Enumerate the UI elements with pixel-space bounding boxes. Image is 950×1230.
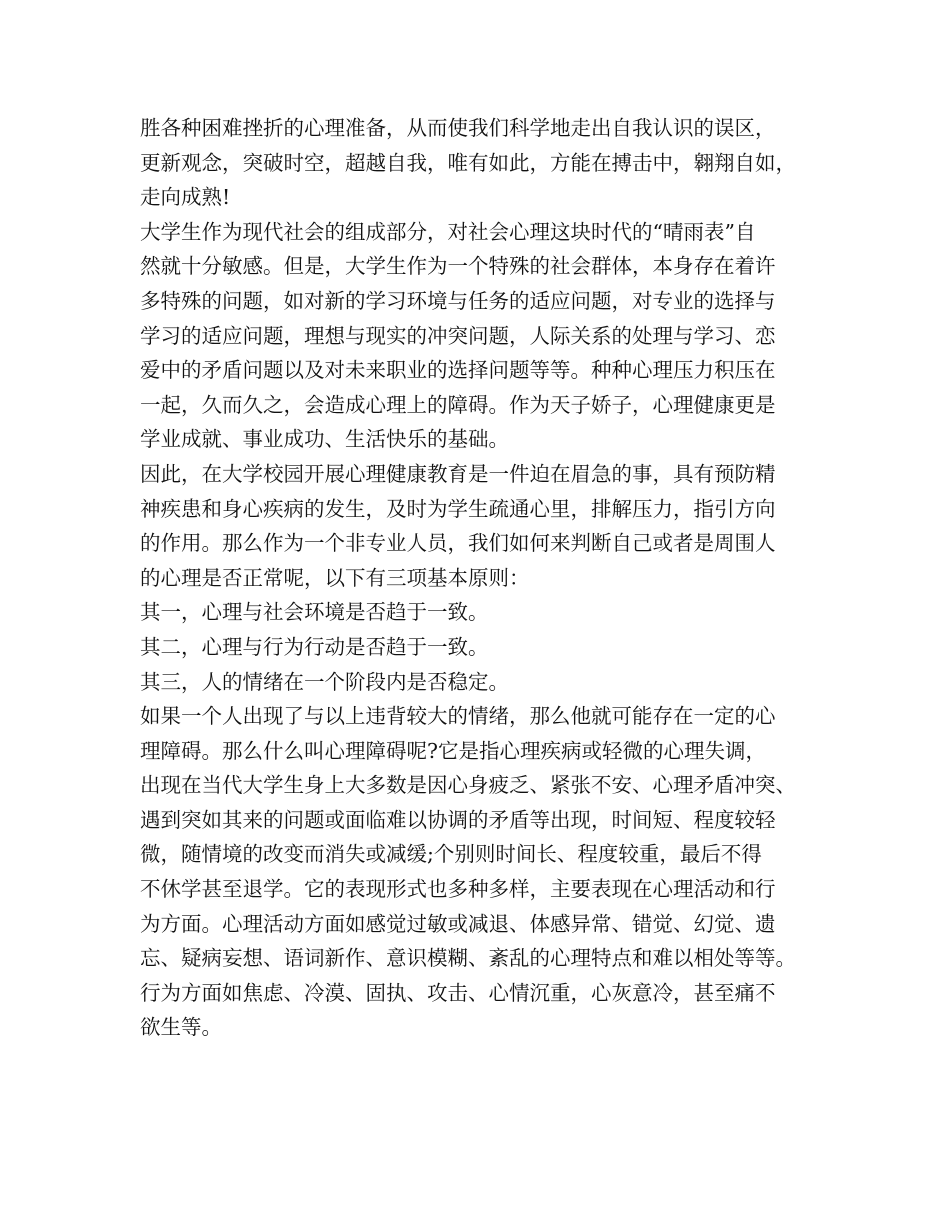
text-line: 欲生等。 bbox=[140, 1015, 222, 1040]
text-line: 多特殊的问题，如对新的学习环境与任务的适应问题，对专业的选择与 bbox=[140, 288, 776, 313]
text-line: 的心理是否正常呢，以下有三项基本原则： bbox=[140, 565, 530, 590]
text-line: 不休学甚至退学。它的表现形式也多种多样，主要表现在心理活动和行 bbox=[140, 877, 776, 902]
text-line: 出现在当代大学生身上大多数是因心身疲乏、紧张不安、心理矛盾冲突、 bbox=[140, 773, 796, 798]
text-line: 微，随情境的改变而消失或减缓;个别则时间长、程度较重，最后不得 bbox=[140, 842, 762, 867]
text-line: 其三，人的情绪在一个阶段内是否稳定。 bbox=[140, 669, 509, 694]
text-line: 理障碍。那么什么叫心理障碍呢?它是指心理疾病或轻微的心理失调， bbox=[140, 738, 766, 763]
text-line: 然就十分敏感。但是，大学生作为一个特殊的社会群体，本身存在着许 bbox=[140, 254, 776, 279]
text-line: 大学生作为现代社会的组成部分，对社会心理这块时代的“晴雨表”自 bbox=[140, 219, 756, 244]
text-line: 忘、疑病妄想、语词新作、意识模糊、紊乱的心理特点和难以相处等等。 bbox=[140, 946, 796, 971]
document-body bbox=[140, 111, 840, 1045]
text-line: 走向成熟! bbox=[140, 185, 231, 210]
text-line: 其一，心理与社会环境是否趋于一致。 bbox=[140, 600, 489, 625]
text-line: 为方面。心理活动方面如感觉过敏或减退、体感异常、错觉、幻觉、遗 bbox=[140, 911, 776, 936]
text-line: 神疾患和身心疾病的发生，及时为学生疏通心里，排解压力，指引方向 bbox=[140, 496, 776, 521]
text-line: 因此，在大学校园开展心理健康教育是一件迫在眉急的事，具有预防精 bbox=[140, 461, 776, 486]
text-line: 遇到突如其来的问题或面临难以协调的矛盾等出现，时间短、程度较轻 bbox=[140, 807, 776, 832]
text-line: 其二，心理与行为行动是否趋于一致。 bbox=[140, 634, 489, 659]
text-line: 如果一个人出现了与以上违背较大的情绪，那么他就可能存在一定的心 bbox=[140, 704, 776, 729]
text-line: 学习的适应问题，理想与现实的冲突问题，人际关系的处理与学习、恋 bbox=[140, 323, 776, 348]
text-line: 更新观念，突破时空，超越自我，唯有如此，方能在搏击中，翱翔自如， bbox=[140, 150, 796, 175]
text-line: 行为方面如焦虑、冷漠、固执、攻击、心情沉重，心灰意冷，甚至痛不 bbox=[140, 980, 776, 1005]
text-line: 的作用。那么作为一个非专业人员，我们如何来判断自己或者是周围人 bbox=[140, 531, 776, 556]
text-line: 一起，久而久之，会造成心理上的障碍。作为天子娇子，心理健康更是 bbox=[140, 392, 776, 417]
text-line: 学业成就、事业成功、生活快乐的基础。 bbox=[140, 427, 509, 452]
text-line: 爱中的矛盾问题以及对未来职业的选择问题等等。种种心理压力积压在 bbox=[140, 358, 776, 383]
text-line: 胜各种困难挫折的心理准备，从而使我们科学地走出自我认识的误区， bbox=[140, 116, 776, 140]
